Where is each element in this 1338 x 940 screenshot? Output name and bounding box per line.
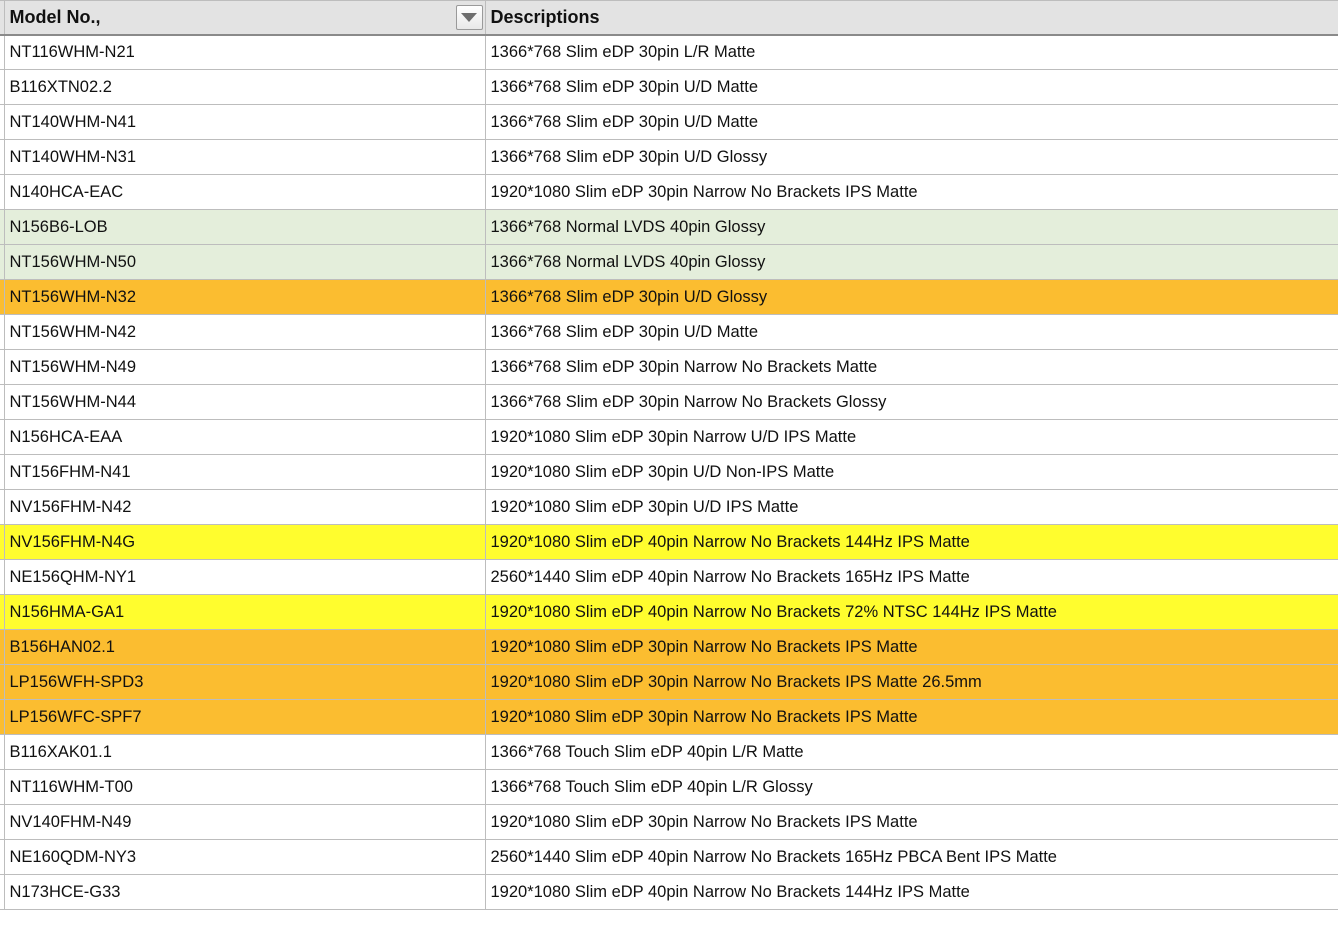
table-row [0, 245, 1338, 280]
model-cell[interactable]: N156HMA-GA1 [4, 595, 485, 630]
description-cell[interactable]: 1920*1080 Slim eDP 30pin Narrow No Brackets IPS Matte [485, 700, 1338, 735]
header-model-cell[interactable] [4, 1, 485, 35]
table-row [0, 735, 1338, 770]
description-cell[interactable]: 1366*768 Slim eDP 30pin U/D Glossy [485, 140, 1338, 175]
model-cell[interactable]: NT156FHM-N41 [4, 455, 485, 490]
table-row [0, 140, 1338, 175]
model-cell[interactable]: NE160QDM-NY3 [4, 840, 485, 875]
description-cell[interactable]: 1920*1080 Slim eDP 30pin Narrow No Brackets IPS Matte 26.5mm [485, 665, 1338, 700]
model-cell[interactable]: NT156WHM-N49 [4, 350, 485, 385]
table-row [0, 840, 1338, 875]
table-row [0, 70, 1338, 105]
table-row [0, 490, 1338, 525]
model-cell[interactable]: N156HCA-EAA [4, 420, 485, 455]
table-row [0, 665, 1338, 700]
model-cell[interactable]: N156B6-LOB [4, 210, 485, 245]
description-cell[interactable]: 1920*1080 Slim eDP 30pin Narrow No Brackets IPS Matte [485, 175, 1338, 210]
table-row [0, 455, 1338, 490]
table-row [0, 210, 1338, 245]
description-cell[interactable]: 1366*768 Slim eDP 30pin U/D Matte [485, 315, 1338, 350]
model-cell[interactable]: NT156WHM-N32 [4, 280, 485, 315]
filter-dropdown-button[interactable] [456, 5, 483, 30]
model-cell[interactable]: NE156QHM-NY1 [4, 560, 485, 595]
model-cell[interactable]: N140HCA-EAC [4, 175, 485, 210]
table-row [0, 770, 1338, 805]
model-cell[interactable]: B116XTN02.2 [4, 70, 485, 105]
description-cell[interactable]: 1366*768 Slim eDP 30pin L/R Matte [485, 35, 1338, 70]
table-row [0, 105, 1338, 140]
description-cell[interactable]: 1920*1080 Slim eDP 40pin Narrow No Brackets 144Hz IPS Matte [485, 875, 1338, 910]
model-cell[interactable]: LP156WFC-SPF7 [4, 700, 485, 735]
table-row [0, 595, 1338, 630]
table-row [0, 315, 1338, 350]
table-row [0, 700, 1338, 735]
table-row [0, 630, 1338, 665]
table-row [0, 560, 1338, 595]
description-cell[interactable]: 1920*1080 Slim eDP 40pin Narrow No Brackets 144Hz IPS Matte [485, 525, 1338, 560]
model-cell[interactable]: NT116WHM-N21 [4, 35, 485, 70]
table-row [0, 805, 1338, 840]
description-cell[interactable]: 2560*1440 Slim eDP 40pin Narrow No Brackets 165Hz PBCA Bent IPS Matte [485, 840, 1338, 875]
description-cell[interactable]: 1366*768 Normal LVDS 40pin Glossy [485, 245, 1338, 280]
description-cell[interactable]: 1366*768 Touch Slim eDP 40pin L/R Matte [485, 735, 1338, 770]
table-row [0, 280, 1338, 315]
header-model-label: Model No., [9, 6, 101, 27]
description-cell[interactable]: 1920*1080 Slim eDP 30pin U/D Non-IPS Matte [485, 455, 1338, 490]
table-row [0, 385, 1338, 420]
table-row [0, 350, 1338, 385]
description-cell[interactable]: 1920*1080 Slim eDP 40pin Narrow No Brackets 72% NTSC 144Hz IPS Matte [485, 595, 1338, 630]
description-cell[interactable]: 1366*768 Slim eDP 30pin U/D Matte [485, 105, 1338, 140]
model-cell[interactable]: NV140FHM-N49 [4, 805, 485, 840]
table-row [0, 875, 1338, 910]
model-cell[interactable]: NT140WHM-N31 [4, 140, 485, 175]
description-cell[interactable]: 1366*768 Slim eDP 30pin Narrow No Brackets Matte [485, 350, 1338, 385]
description-cell[interactable]: 1366*768 Touch Slim eDP 40pin L/R Glossy [485, 770, 1338, 805]
description-cell[interactable]: 2560*1440 Slim eDP 40pin Narrow No Brackets 165Hz IPS Matte [485, 560, 1338, 595]
model-cell[interactable]: NV156FHM-N4G [4, 525, 485, 560]
description-cell[interactable]: 1366*768 Slim eDP 30pin U/D Glossy [485, 280, 1338, 315]
table-row [0, 525, 1338, 560]
dropdown-arrow-icon [461, 13, 477, 22]
description-cell[interactable]: 1366*768 Slim eDP 30pin U/D Matte [485, 70, 1338, 105]
description-cell[interactable]: 1920*1080 Slim eDP 30pin Narrow No Brackets IPS Matte [485, 630, 1338, 665]
model-cell[interactable]: B156HAN02.1 [4, 630, 485, 665]
description-cell[interactable]: 1920*1080 Slim eDP 30pin Narrow U/D IPS Matte [485, 420, 1338, 455]
table-row [0, 35, 1338, 70]
header-descriptions-cell[interactable] [485, 1, 1338, 35]
description-cell[interactable]: 1920*1080 Slim eDP 30pin U/D IPS Matte [485, 490, 1338, 525]
header-descriptions-label: Descriptions [490, 6, 600, 27]
description-cell[interactable]: 1920*1080 Slim eDP 30pin Narrow No Brackets IPS Matte [485, 805, 1338, 840]
model-cell[interactable]: NT140WHM-N41 [4, 105, 485, 140]
model-cell[interactable]: LP156WFH-SPD3 [4, 665, 485, 700]
description-cell[interactable]: 1366*768 Normal LVDS 40pin Glossy [485, 210, 1338, 245]
model-cell[interactable]: NT156WHM-N42 [4, 315, 485, 350]
model-cell[interactable]: NT156WHM-N50 [4, 245, 485, 280]
table-row [0, 420, 1338, 455]
model-cell[interactable]: B116XAK01.1 [4, 735, 485, 770]
header-row [0, 1, 1338, 35]
model-cell[interactable]: NV156FHM-N42 [4, 490, 485, 525]
model-cell[interactable]: N173HCE-G33 [4, 875, 485, 910]
description-cell[interactable]: 1366*768 Slim eDP 30pin Narrow No Brackets Glossy [485, 385, 1338, 420]
model-cell[interactable]: NT116WHM-T00 [4, 770, 485, 805]
model-cell[interactable]: NT156WHM-N44 [4, 385, 485, 420]
table-row [0, 175, 1338, 210]
